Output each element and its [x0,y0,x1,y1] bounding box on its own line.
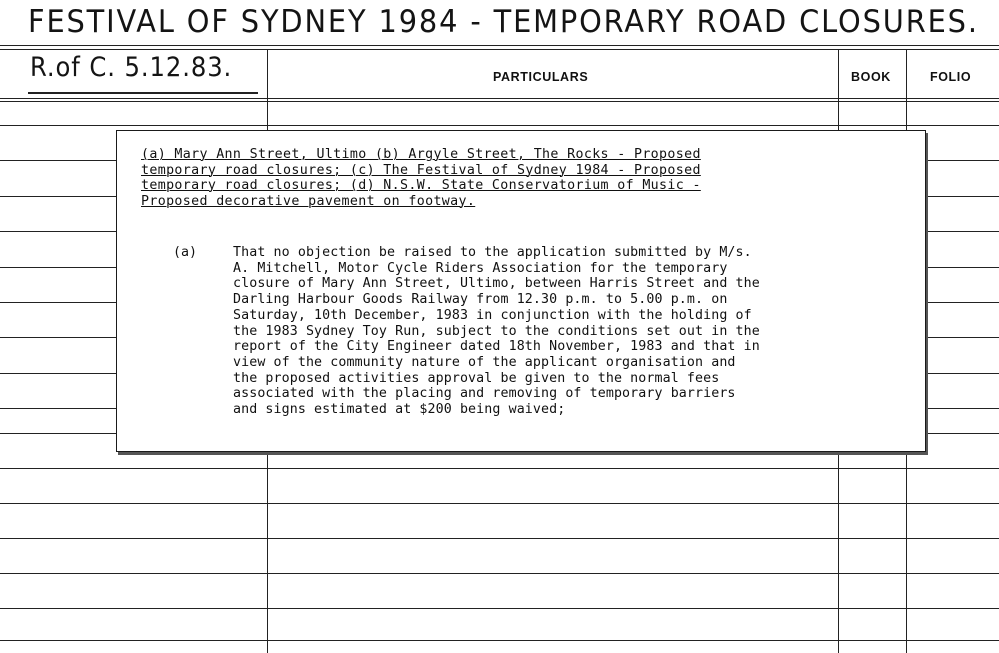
header-bottom-rule-double [0,101,999,102]
ledger-line [0,573,999,574]
ledger-line [0,125,999,126]
meeting-reference: R.of C. 5.12.83. [30,52,233,83]
column-header-book: BOOK [851,70,891,84]
ledger-line [0,503,999,504]
register-heading: FESTIVAL OF SYDNEY 1984 - TEMPORARY ROAD CLOSURES. [28,4,979,40]
minute-title [141,147,901,209]
header-top-rule-double [0,49,999,50]
ledger-line [0,538,999,539]
reference-underline [28,92,258,94]
ledger-line [0,468,999,469]
header-bottom-rule [0,98,999,99]
minute-item-marker: (a) [173,245,198,260]
header-top-rule [0,45,999,46]
column-header-folio: FOLIO [930,70,972,84]
minute-item-text: That no objection be raised to the application submitted by M/s. A. Mitchell, Motor Cycle Riders Association for the temporary closure of Mary Ann Street, Ultimo, between Harris Street and the Darling Harbour Goods Railway from 12.30 p.m. to 5.00 p.m. on Saturday, 10th December, 1983 in conjunction with the holding of the 1983 Sydney Toy Run, subject to the conditions set out in the report of the City Engineer dated 18th November, 1983 and that in view of the community nature of the applicant organisation and the proposed activities approval be given to the normal fees associated with the placing and removing of temporary barriers and signs estimated at $200 being waived; [233,245,760,418]
ledger-line [0,608,999,609]
minute-title-text: (a) Mary Ann Street, Ultimo (b) Argyle Street, The Rocks - Proposed temporary road closures; (c) The Festival of Sydney 1984 - Proposed temporary road closures; (d) N.S.W. State Conservatorium of Music - Proposed decorative pavement on footway. [141,147,701,209]
pasted-minute-clipping [116,130,926,452]
column-header-particulars: PARTICULARS [493,70,589,84]
ledger-line [0,640,999,641]
